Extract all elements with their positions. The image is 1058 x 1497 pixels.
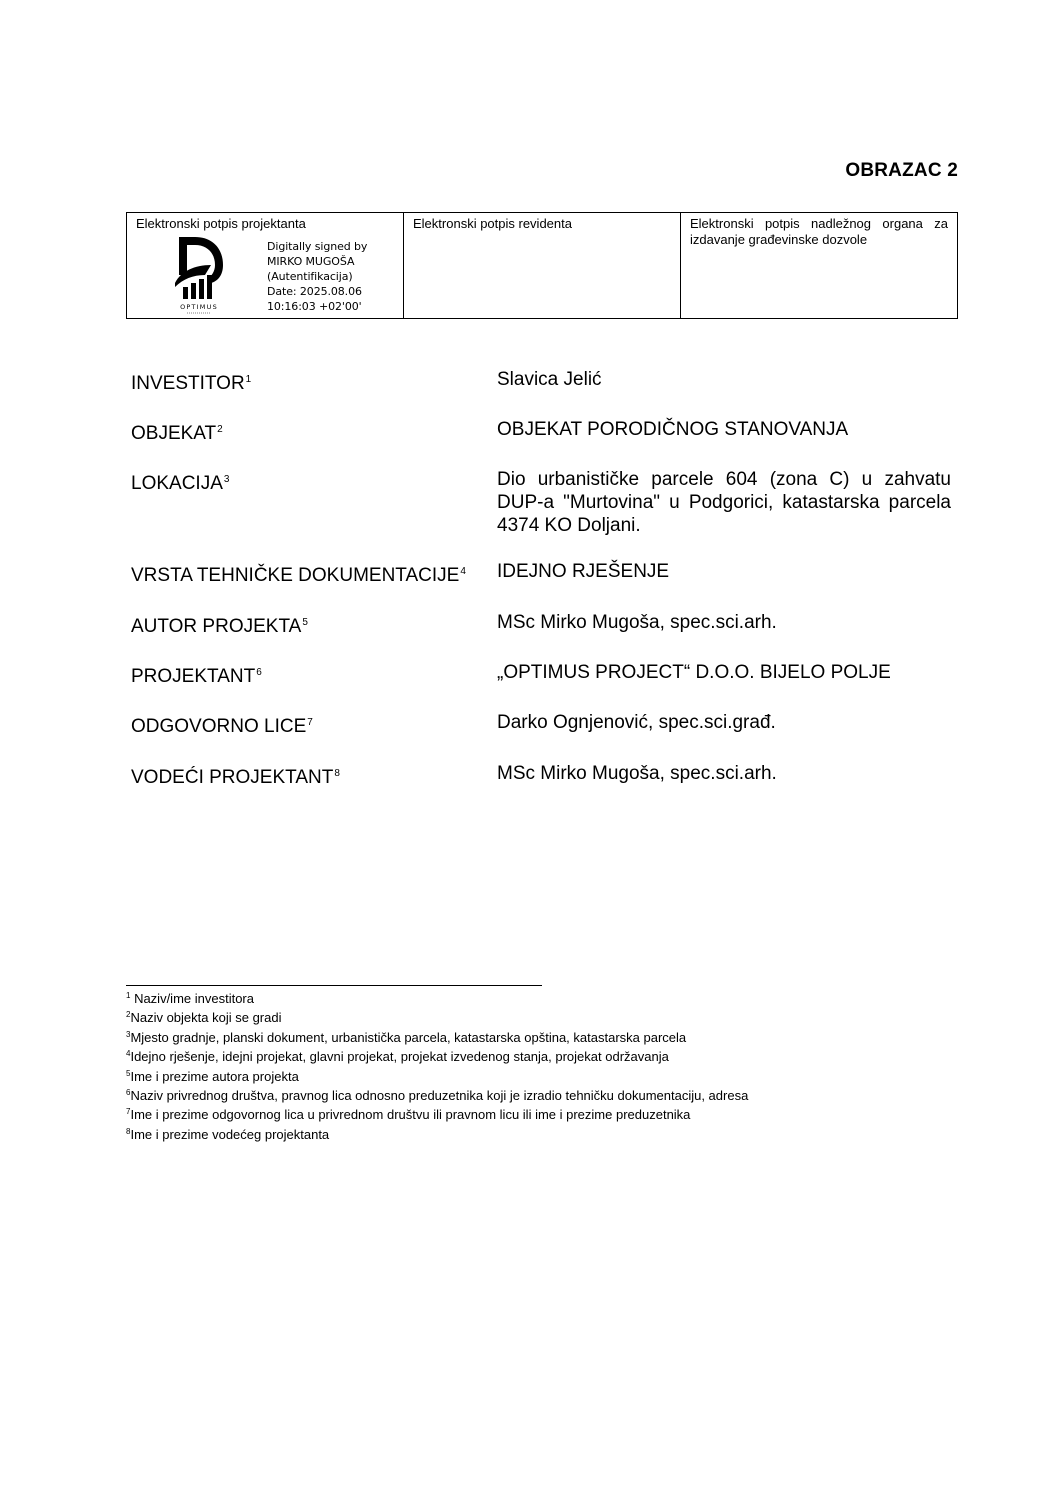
field-value: MSc Mirko Mugoša, spec.sci.arh. [497, 763, 777, 784]
footnote: $^4$Idejno rješenje, idejni projekat, glavni projekat, projekat izvedenog stanja, projekat održavanja [126, 1049, 669, 1065]
footnote: $^3$Mjesto gradnje, planski dokument, urbanistička parcela, katastarska opština, katastarska parcela [126, 1029, 687, 1045]
footnote: $^2$Naziv objekta koji se gradi [126, 1010, 282, 1026]
digital-signature-block[interactable] [171, 235, 401, 315]
form-code: OBRAZAC 2 [845, 160, 958, 181]
logo-wordmark: OPTIMUS [180, 303, 218, 311]
field-label: PROJEKTANT$^6$ [131, 666, 262, 687]
reviewer-signature-label: Elektronski potpis revidenta [413, 216, 572, 231]
footnote: $^5$Ime i prezime autora projekta [126, 1068, 299, 1084]
sig-line-2: MIRKO MUGOŠA [267, 255, 355, 268]
sig-line-1: Digitally signed by [267, 240, 368, 253]
footnote: $^1$ Naziv/ime investitora [126, 991, 254, 1006]
optimus-logo-icon [171, 235, 227, 315]
field-value: IDEJNO RJEŠENJE [497, 561, 670, 582]
field-label: VODEĆI PROJEKTANT$^8$ [131, 767, 340, 788]
field-label: VRSTA TEHNIČKE DOKUMENTACIJE$^4$ [131, 565, 466, 586]
authority-signature-cell [681, 213, 957, 318]
digital-signature-text [267, 239, 367, 314]
footnote: $^8$Ime i prezime vodećeg projektanta [126, 1126, 330, 1142]
field-label: OBJEKAT$^2$ [131, 423, 223, 444]
field-label: ODGOVORNO LICE$^7$ [131, 716, 313, 737]
field-value: „OPTIMUS PROJECT“ D.O.O. BIJELO POLJE [497, 662, 891, 683]
field-label: INVESTITOR$^1$ [131, 373, 252, 394]
field-value: Dio urbanističke parcele 604 (zona C) u zahvatu DUP-a "Murtovina" u Podgorici, katastarska parcela 4374 KO Doljani. [497, 469, 951, 536]
footnote: $^7$Ime i prezime odgovornog lica u privrednom društvu ili pravnom licu ili ime i prezime preduzetnika [126, 1107, 691, 1123]
footnotes [126, 988, 748, 1143]
field-value: Slavica Jelić [497, 369, 602, 390]
sig-line-5: 10:16:03 +02'00' [267, 300, 362, 313]
designer-signature-label: Elektronski potpis projektanta [136, 216, 306, 231]
footnote-divider [126, 985, 542, 986]
field-value: OBJEKAT PORODIČNOG STANOVANJA [497, 419, 849, 440]
field-value: MSc Mirko Mugoša, spec.sci.arh. [497, 612, 777, 633]
signature-table [126, 212, 958, 319]
sig-line-3: (Autentifikacija) [267, 270, 353, 283]
designer-signature-cell [127, 213, 404, 318]
field-label: AUTOR PROJEKTA$^5$ [131, 616, 308, 637]
footnote: $^6$Naziv privrednog društva, pravnog lica odnosno preduzetnika koji je izradio tehničku dokumentaciju, adresa [126, 1088, 749, 1104]
reviewer-signature-cell [404, 213, 681, 318]
authority-signature-label: Elektronski potpis nadležnog organa za izdavanje građevinske dozvole [690, 216, 948, 247]
field-label: LOKACIJA$^3$ [131, 473, 230, 494]
field-value: Darko Ognjenović, spec.sci.građ. [497, 712, 776, 733]
sig-line-4: Date: 2025.08.06 [267, 285, 362, 298]
